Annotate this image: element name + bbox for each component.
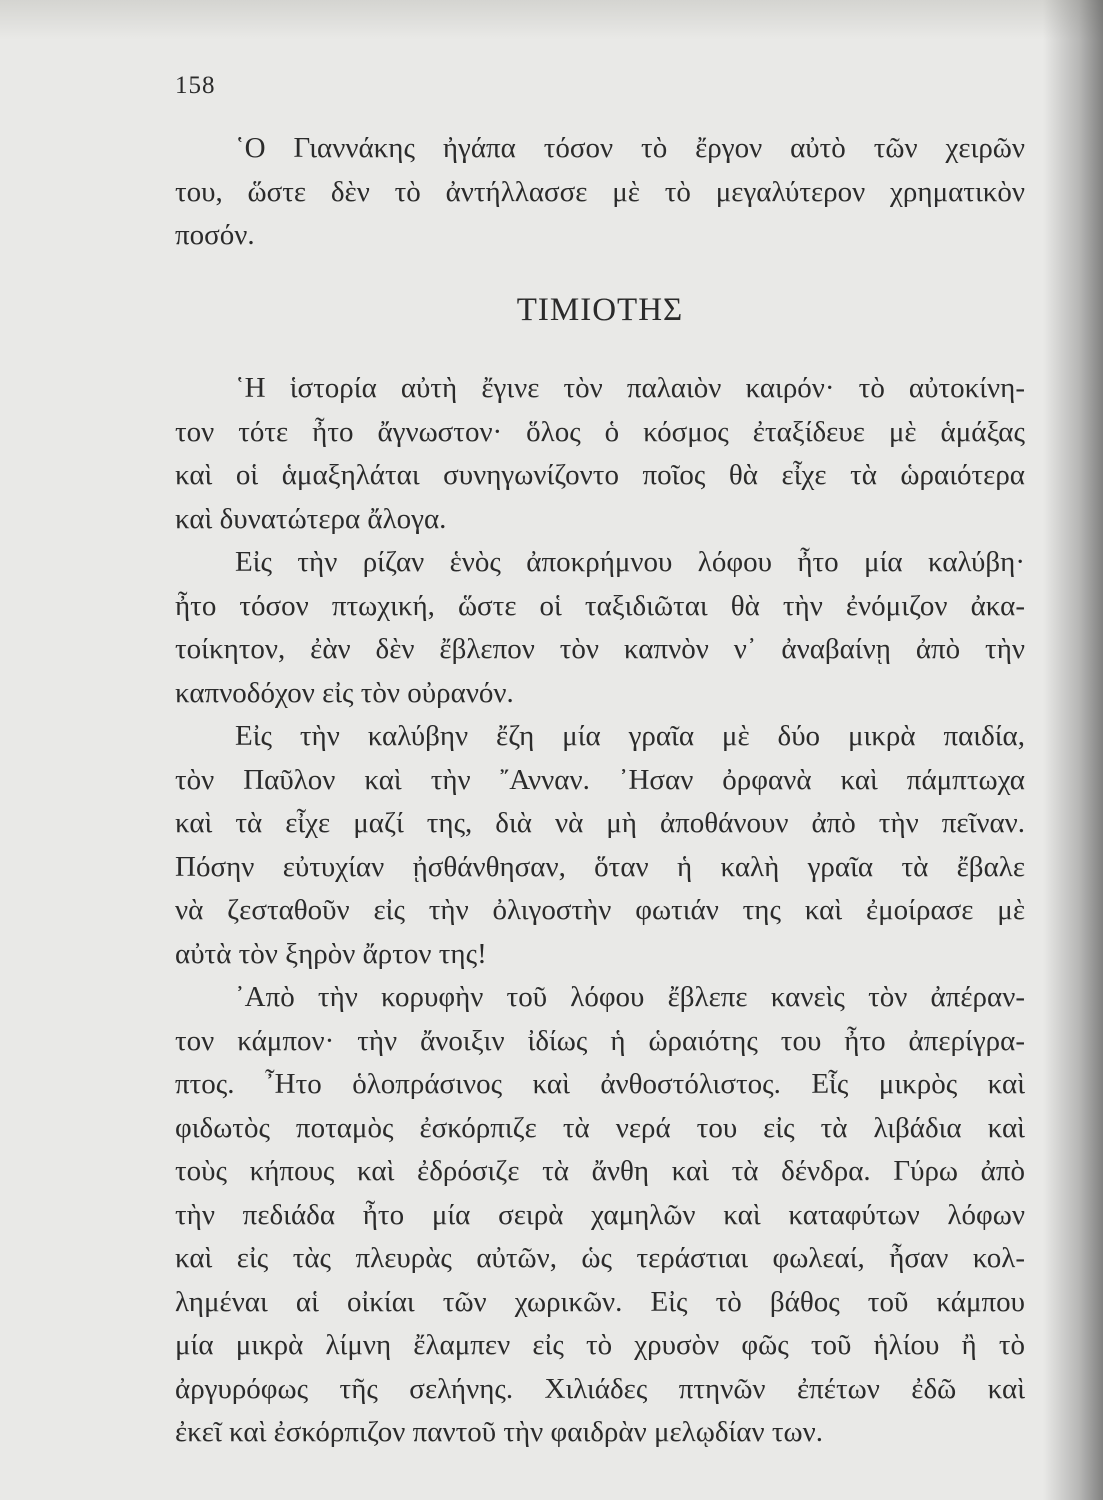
page-top-shadow	[0, 0, 1103, 40]
text-line: αὐτὰ τὸν ξηρὸν ἄρτον της!	[175, 937, 487, 970]
page-number: 158	[175, 72, 216, 99]
page-binding-shadow	[1043, 0, 1103, 1500]
text-line: τὸν Παῦλον καὶ τὴν ῎Ανναν. ᾿Ησαν ὀρφανὰ καὶ πάμπτωχα	[175, 763, 1025, 796]
text-line: καὶ εἰς τὰς πλευρὰς αὐτῶν, ὡς τεράστιαι φωλεαί, ἦσαν κολ-	[175, 1242, 1025, 1274]
text-line: πτος. ῏Ητο ὁλοπράσινος καὶ ἀνθοστόλιστος. Εἷς μικρὸς καὶ	[175, 1068, 1025, 1100]
text-line: τοίκητον, ἐὰν δὲν ἔβλεπον τὸν καπνὸν ν᾿ ἀναβαίνῃ ἀπὸ τὴν	[175, 633, 1025, 665]
text-line: μία μικρὰ λίμνη ἔλαμπεν εἰς τὸ χρυσὸν φῶς τοῦ ἡλίου ἢ τὸ	[175, 1329, 1025, 1361]
intro-paragraph	[175, 127, 1025, 258]
text-line: τον τότε ἦτο ἄγνωστον· ὅλος ὁ κόσμος ἐταξίδευε μὲ ἁμάξας	[175, 415, 1025, 448]
text-line: λημέναι αἱ οἰκίαι τῶν χωρικῶν. Εἰς τὸ βάθος τοῦ κάμπου	[175, 1285, 1025, 1318]
text-line: ῾Ο Γιαννάκης ἠγάπα τόσον τὸ ἔργον αὐτὸ τῶν χειρῶν	[235, 132, 1025, 164]
text-line: καὶ δυνατώτερα ἄλογα.	[175, 502, 447, 535]
story-text	[175, 367, 1025, 1455]
text-line: καπνοδόχον εἰς τὸν οὐρανόν.	[175, 676, 514, 709]
text-line: του, ὥστε δὲν τὸ ἀντήλλασσε μὲ τὸ μεγαλύτερον χρηματικὸν	[175, 175, 1025, 208]
text-line: ᾿Απὸ τὴν κορυφὴν τοῦ λόφου ἔβλεπε κανεὶς τὸν ἀπέραν-	[235, 981, 1025, 1013]
text-line: καὶ οἱ ἁμαξηλάται συνηγωνίζοντο ποῖος θὰ εἶχε τὰ ὡραιότερα	[175, 459, 1025, 491]
text-line: τὴν πεδιάδα ἦτο μία σειρὰ χαμηλῶν καὶ καταφύτων λόφων	[175, 1198, 1025, 1231]
text-line: Εἰς τὴν ρίζαν ἑνὸς ἀποκρήμνου λόφου ἦτο μία καλύβη·	[235, 546, 1025, 578]
text-line: ἐκεῖ καὶ ἐσκόρπιζον παντοῦ τὴν φαιδρὰν μελῳδίαν των.	[175, 1416, 823, 1448]
text-line: φιδωτὸς ποταμὸς ἐσκόρπιζε τὰ νερά του εἰς τὰ λιβάδια καὶ	[175, 1111, 1025, 1144]
text-line: ῾Η ἱστορία αὐτὴ ἔγινε τὸν παλαιὸν καιρόν· τὸ αὐτοκίνη-	[235, 372, 1025, 404]
text-line: καὶ τὰ εἶχε μαζί της, διὰ νὰ μὴ ἀποθάνουν ἀπὸ τὴν πεῖναν.	[175, 807, 1025, 839]
text-line: Πόσην εὐτυχίαν ᾐσθάνθησαν, ὅταν ἡ καλὴ γραῖα τὰ ἔβαλε	[175, 850, 1025, 883]
text-line: Εἰς τὴν καλύβην ἔζη μία γραῖα μὲ δύο μικρὰ παιδία,	[235, 720, 1025, 752]
text-line: ποσόν.	[175, 219, 255, 251]
text-line: τοὺς κήπους καὶ ἐδρόσιζε τὰ ἄνθη καὶ τὰ δένδρα. Γύρω ἀπὸ	[175, 1155, 1025, 1187]
text-line: τον κάμπον· τὴν ἄνοιξιν ἰδίως ἡ ὡραιότης του ἦτο ἀπερίγρα-	[175, 1024, 1025, 1057]
text-line: ἦτο τόσον πτωχική, ὥστε οἱ ταξιδιῶται θὰ τὴν ἐνόμιζον ἀκα-	[175, 589, 1025, 622]
chapter-title: ΤΙΜΙΟΤΗΣ	[516, 292, 684, 328]
text-line: νὰ ζεσταθοῦν εἰς τὴν ὀλιγοστὴν φωτιάν της καὶ ἐμοίρασε μὲ	[175, 894, 1025, 926]
text-line: ἀργυρόφως τῆς σελήνης. Χιλιάδες πτηνῶν ἐπέτων ἐδῶ καὶ	[175, 1372, 1025, 1405]
